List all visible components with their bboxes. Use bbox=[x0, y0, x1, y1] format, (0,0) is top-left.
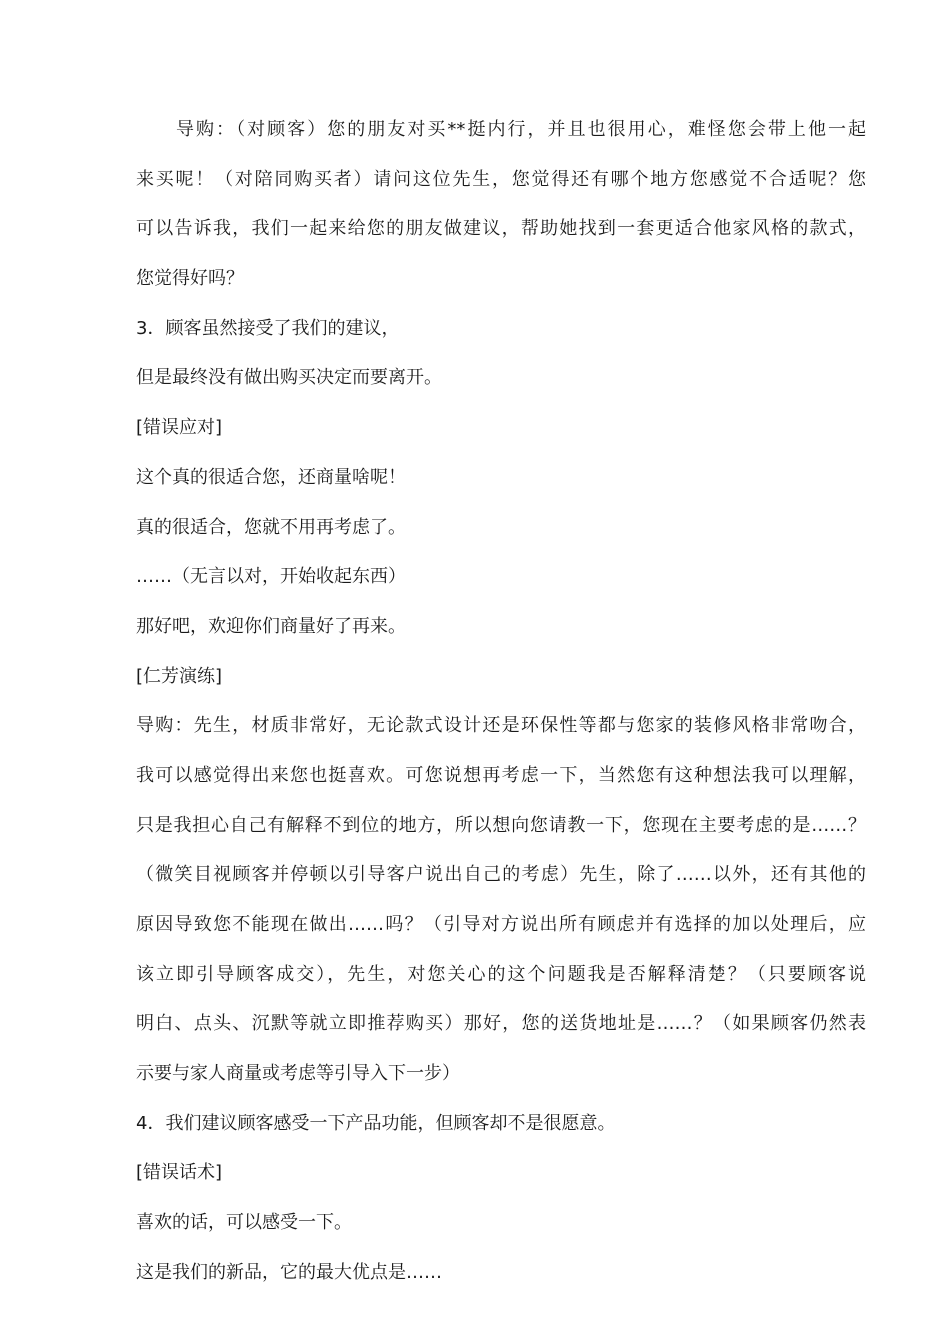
paragraph-line: 这是我们的新品，它的最大优点是…… bbox=[136, 1261, 442, 1283]
paragraph-line: 我可以感觉得出来您也挺喜欢。可您说想再考虑一下，当然您有这种想法我可以理解， bbox=[136, 764, 866, 786]
subheading-practice: [仁芳演练] bbox=[136, 665, 223, 687]
subheading-wrong-response: [错误应对] bbox=[136, 417, 223, 439]
paragraph-line: 只是我担心自己有解释不到位的地方，所以想向您请教一下，您现在主要考虑的是……？ bbox=[136, 814, 866, 836]
paragraph-line: （微笑目视顾客并停顿以引导客户说出自己的考虑）先生，除了……以外，还有其他的 bbox=[136, 864, 866, 886]
document-body bbox=[136, 105, 866, 1298]
paragraph-line: 该立即引导顾客成交），先生，对您关心的这个问题我是否解释清楚？（只要顾客说 bbox=[136, 963, 866, 985]
paragraph-line: ……（无言以对，开始收起东西） bbox=[136, 566, 406, 588]
paragraph-line: 但是最终没有做出购买决定而要离开。 bbox=[136, 367, 442, 389]
paragraph-line: 那好吧，欢迎你们商量好了再来。 bbox=[136, 615, 406, 637]
paragraph-line: 导购：先生，材质非常好，无论款式设计还是环保性等都与您家的装修风格非常吻合， bbox=[136, 715, 866, 737]
section-heading: 4．我们建议顾客感受一下产品功能，但顾客却不是很愿意。 bbox=[136, 1112, 616, 1134]
paragraph-line: 明白、点头、沉默等就立即推荐购买）那好，您的送货地址是……？（如果顾客仍然表 bbox=[136, 1013, 866, 1035]
section-heading: 3．顾客虽然接受了我们的建议， bbox=[136, 317, 400, 339]
paragraph-line: 这个真的很适合您，还商量啥呢！ bbox=[136, 466, 406, 488]
paragraph-line: 示要与家人商量或考虑等引导入下一步） bbox=[136, 1063, 460, 1085]
paragraph-line: 您觉得好吗？ bbox=[136, 268, 244, 290]
paragraph-line: 来买呢！（对陪同购买者）请问这位先生，您觉得还有哪个地方您感觉不合适呢？您 bbox=[136, 168, 866, 190]
paragraph-line: 导购：（对顾客）您的朋友对买**挺内行，并且也很用心，难怪您会带上他一起 bbox=[176, 119, 866, 140]
subheading-wrong-script: [错误话术] bbox=[136, 1162, 223, 1184]
paragraph-line: 喜欢的话，可以感受一下。 bbox=[136, 1212, 352, 1234]
paragraph-line: 可以告诉我，我们一起来给您的朋友做建议，帮助她找到一套更适合他家风格的款式， bbox=[136, 218, 866, 240]
paragraph-line: 原因导致您不能现在做出……吗？（引导对方说出所有顾虑并有选择的加以处理后，应 bbox=[136, 914, 866, 935]
paragraph-line: 真的很适合，您就不用再考虑了。 bbox=[136, 516, 406, 538]
